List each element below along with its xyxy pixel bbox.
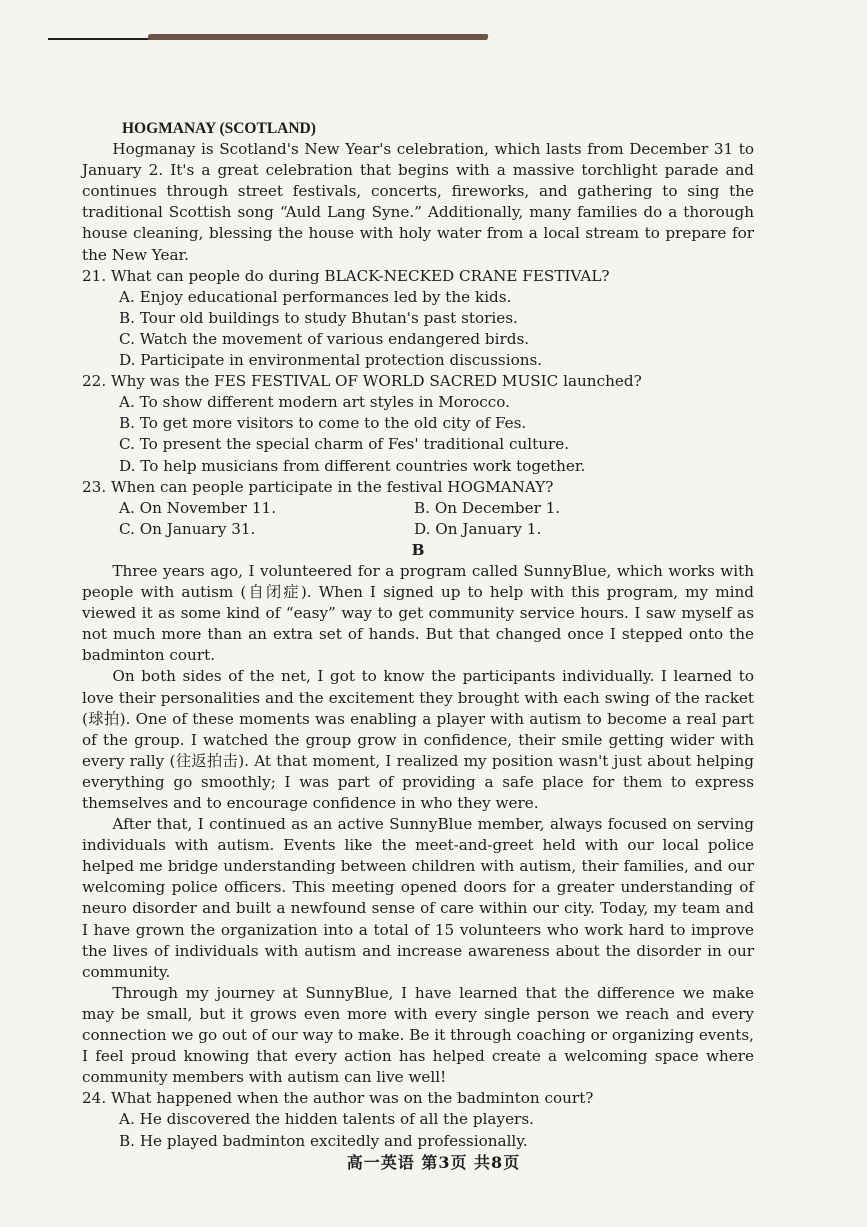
exam-page [82, 118, 754, 1152]
option-23b: B. On December 1. [414, 498, 561, 517]
option-23a: A. On November 11. [119, 498, 277, 517]
option-23d: D. On January 1. [414, 519, 542, 538]
option-21d: D. Participate in environmental protection discussions. [119, 351, 543, 370]
question-22: 22. Why was the FES FESTIVAL OF WORLD SACRED MUSIC launched? [82, 372, 642, 391]
option-21c: C. Watch the movement of various endangered birds. [119, 329, 530, 348]
options-23-row2 [82, 519, 754, 540]
option-22a: A. To show different modern art styles in Morocco. [119, 393, 511, 412]
option-24b: B. He played badminton excitedly and professionally. [119, 1131, 528, 1150]
passage-b-paragraph-1: Three years ago, I volunteered for a program called SunnyBlue, which works with people with autism (自闭症). When I signed up to help with this program, my mind viewed it as some kind of “easy” way to get community service hours. I saw myself as not much more than an extra set of hands. But that changed once I stepped onto the badminton court. [82, 561, 754, 665]
page-footer: 高一英语 第3页 共8页 [346, 1153, 521, 1172]
option-21a: A. Enjoy educational performances led by the kids. [119, 287, 512, 306]
passage-paragraph: Hogmanay is Scotland's New Year's celebration, which lasts from December 31 to January 2. It's a great celebration that begins with a massive torchlight parade and continues through street festivals, concerts, fireworks, and gathering to sing the traditional Scottish song “Auld Lang Syne.” Additionally, many families do a thorough house cleaning, blessing the house with holy water from a local stream to prepare for the New Year. [82, 140, 754, 264]
section-b-label: B [411, 540, 425, 559]
option-22d: D. To help musicians from different countries work together. [119, 456, 586, 475]
passage-b-paragraph-2: On both sides of the net, I got to know the participants individually. I learned to love their personalities and the excitement they brought with each swing of the racket (球拍). One of these moments was enabling a player with autism to become a real part of the group. I watched the group grow in confidence, their smile getting wider with every rally (往返拍击). At that moment, I realized my position wasn't just about helping everything go smoothly; I was part of providing a safe place for them to express themselves and to encourage confidence in who they were. [82, 667, 754, 812]
question-21: 21. What can people do during BLACK-NECKED CRANE FESTIVAL? [82, 266, 610, 285]
top-shadow [147, 34, 488, 40]
options-23-row1 [82, 498, 754, 519]
option-24a: A. He discovered the hidden talents of all the players. [119, 1110, 534, 1129]
option-22b: B. To get more visitors to come to the old city of Fes. [119, 414, 527, 433]
option-21b: B. Tour old buildings to study Bhutan's past stories. [119, 308, 518, 327]
option-22c: C. To present the special charm of Fes' traditional culture. [119, 435, 570, 454]
page-top-edge [48, 30, 428, 44]
passage-b-paragraph-4: Through my journey at SunnyBlue, I have learned that the difference we make may be small, but it grows even more with every single person we reach and every connection we go out of our way to make. Be it through coaching or organizing events, I feel proud knowing that every action has helped create a welcoming space where community members with autism can live well! [82, 983, 754, 1087]
passage-b-paragraph-3: After that, I continued as an active SunnyBlue member, always focused on serving individuals with autism. Events like the meet-and-greet held with our local police helped me bridge understanding between children with autism, their families, and our welcoming police officers. This meeting opened doors for a greater understanding of neuro disorder and built a newfound sense of care within our city. Today, my team and I have grown the organization into a total of 15 volunteers who work hard to improve the lives of individuals with autism and increase awareness about the disorder in our community. [82, 815, 754, 981]
question-24: 24. What happened when the author was on the badminton court? [82, 1089, 594, 1108]
option-23c: C. On January 31. [119, 519, 256, 538]
question-23: 23. When can people participate in the festival HOGMANAY? [82, 477, 554, 496]
passage-heading: HOGMANAY (SCOTLAND) [122, 120, 316, 137]
